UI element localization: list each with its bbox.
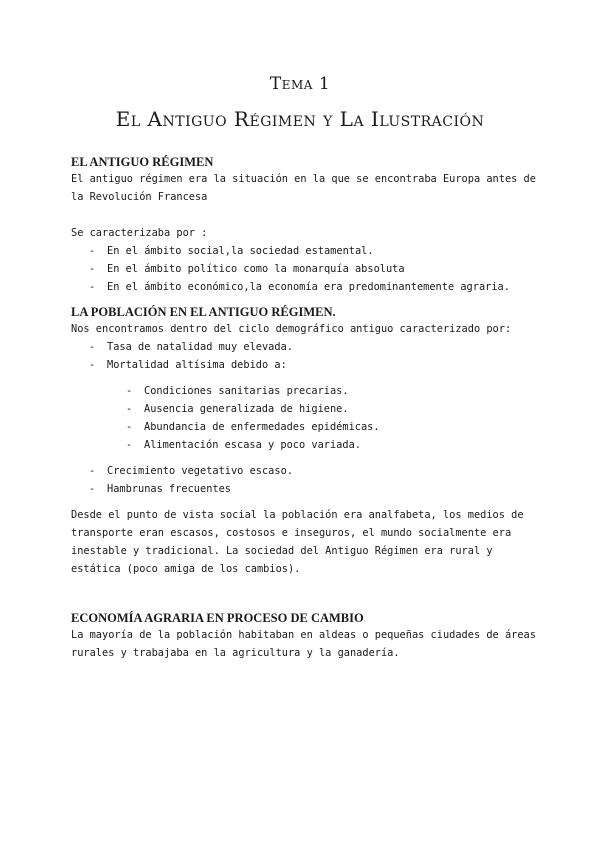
page-title: El Antiguo Régimen y La Ilustración	[115, 107, 485, 131]
paragraph-intro: Nos encontramos dentro del ciclo demográfico antiguo caracterizado por:	[71, 323, 512, 335]
section-heading-economia: ECONOMÍA AGRARIA EN PROCESO DE CAMBIO	[71, 611, 364, 625]
list-item: - En el ámbito económico,la economía era predominantemente agraria.	[71, 278, 541, 296]
list-item: - Crecimiento vegetativo escaso.	[71, 462, 541, 480]
list-item: - Alimentación escasa y poco variada.	[71, 436, 541, 454]
paragraph-economia: La mayoría de la población habitaban en aldeas o pequeñas ciudades de áreas rurales y trabajaba en la agricultura y la ganadería.	[71, 629, 536, 659]
demography-list-continued	[71, 462, 541, 498]
spacer	[71, 206, 541, 224]
section-heading-antiguo-regimen: EL ANTIGUO RÉGIMEN	[71, 155, 214, 169]
list-item: - Condiciones sanitarias precarias.	[71, 382, 541, 400]
paragraph-lead: Se caracterizaba por :	[71, 227, 208, 239]
topic-number: Tema 1	[269, 74, 331, 94]
list-item: - En el ámbito político como la monarquía absoluta	[71, 260, 541, 278]
section-heading-poblacion: LA POBLACIÓN EN EL ANTIGUO RÉGIMEN.	[71, 305, 336, 319]
list-item: - Abundancia de enfermedades epidémicas.	[71, 418, 541, 436]
list-item: - Ausencia generalizada de higiene.	[71, 400, 541, 418]
paragraph-social: Desde el punto de vista social la población era analfabeta, los medios de transporte eran escasos, costosos e inseguros, el mundo socialmente era inestable y tradicional. La sociedad del Antiguo Régimen era rural y estática (poco amiga de los cambios).	[71, 509, 524, 575]
list-item: - Mortalidad altísima debido a:	[71, 356, 541, 374]
characteristics-list	[71, 242, 541, 296]
list-item: - Tasa de natalidad muy elevada.	[71, 338, 541, 356]
spacer	[71, 374, 541, 382]
paragraph-intro: El antiguo régimen era la situación en la que se encontraba Europa antes de la Revolución Francesa	[71, 173, 536, 203]
list-item: - Hambrunas frecuentes	[71, 480, 541, 498]
spacer	[71, 578, 541, 610]
demography-list	[71, 338, 541, 374]
spacer	[71, 498, 541, 506]
spacer	[71, 296, 541, 304]
mortality-causes-list	[71, 382, 541, 454]
spacer	[71, 454, 541, 462]
list-item: - En el ámbito social,la sociedad estamental.	[71, 242, 541, 260]
document-body	[71, 154, 541, 662]
